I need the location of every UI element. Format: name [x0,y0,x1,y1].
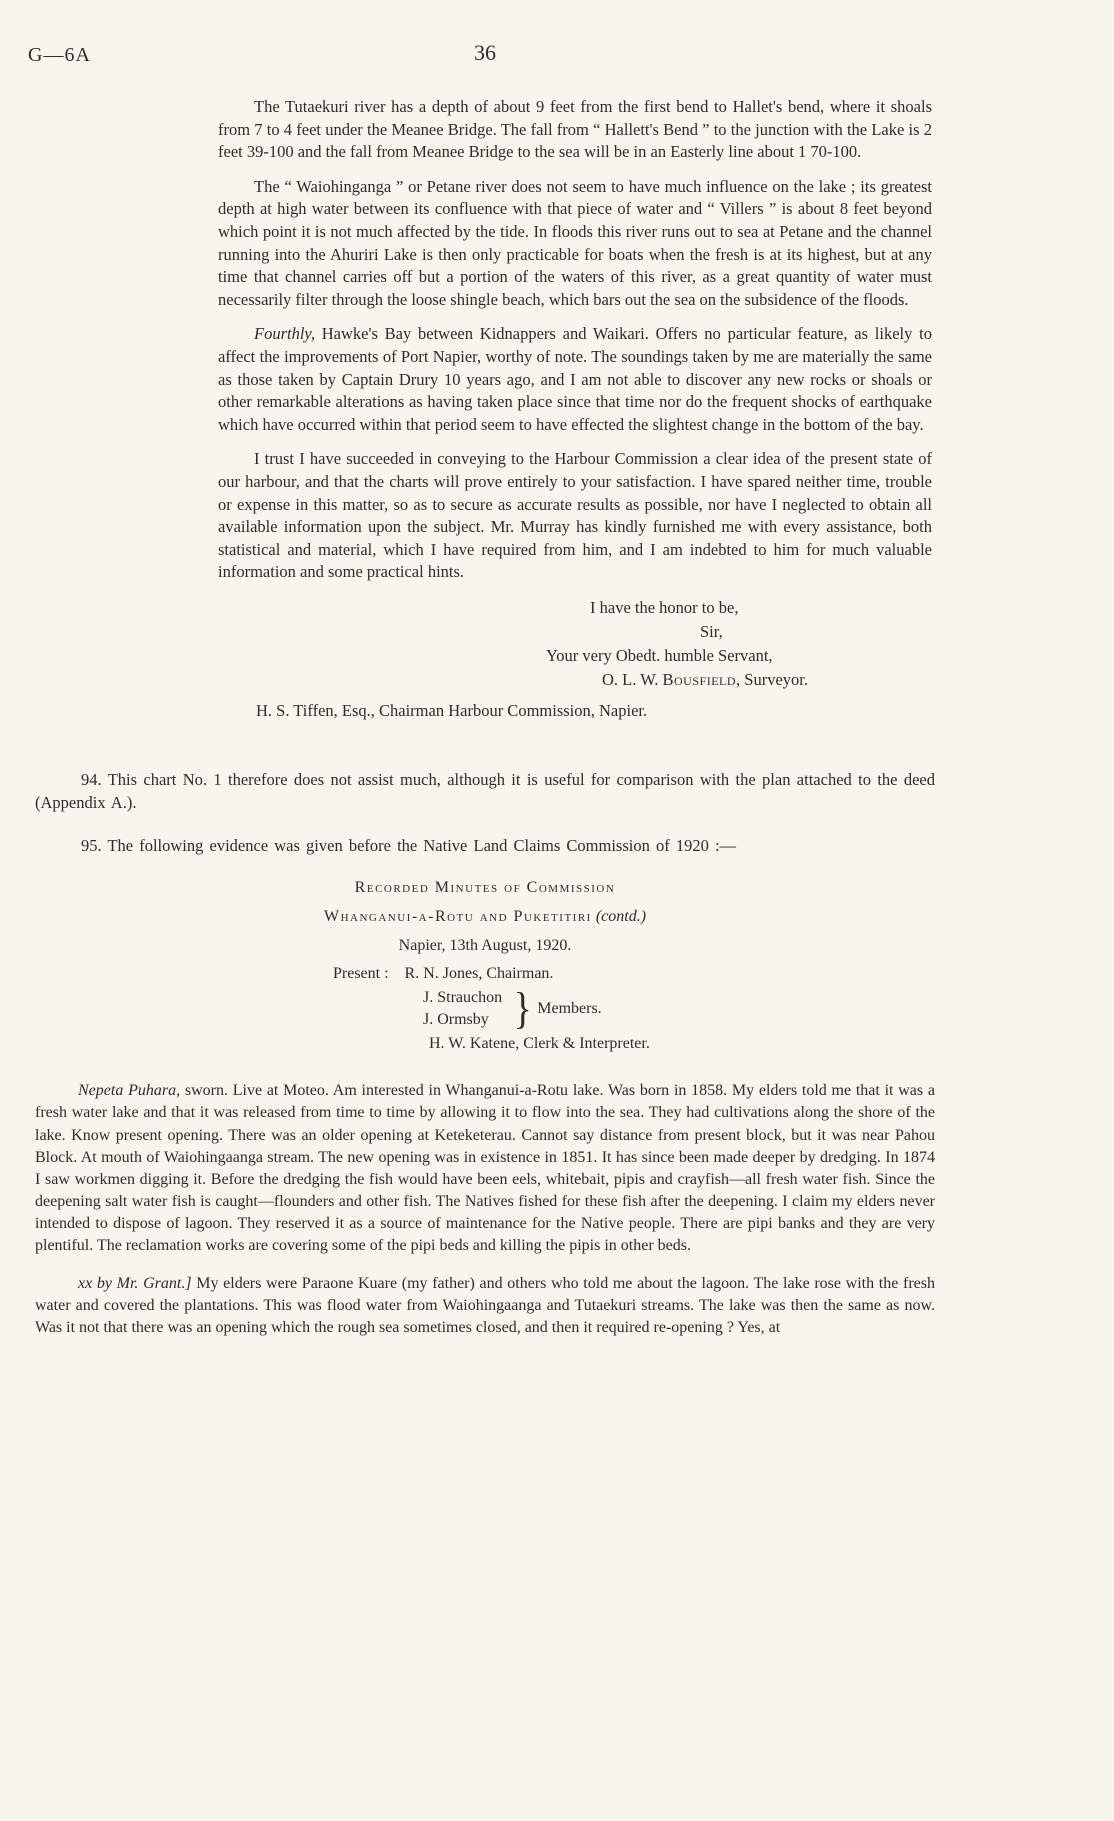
document-reference: G—6A [28,44,91,66]
cross-exam-lead-italic: xx by Mr. Grant.] [78,1275,192,1293]
present-label: Present : [333,965,389,983]
brace-glyph: } [513,983,532,1033]
present-line [333,963,935,985]
witness-name-italic: Nepeta Puhara, [78,1082,181,1100]
minutes-heading-2 [35,906,935,928]
member-name-1: J. Strauchon [423,989,503,1007]
closing-line-servant: Your very Obedt. humble Servant, [546,645,773,665]
signature-suffix: , Surveyor. [736,669,808,689]
addressee-line: H. S. Tiffen, Esq., Chairman Harbour Commission, Napier. [256,700,648,720]
paragraph-body: Hawke's Bay between Kidnappers and Waikari. Offers no particular feature, as likely to affect the improvements of Port Napier, worthy of note. The soundings taken by me are materially the same as those taken by Captain Drury 10 years ago, and I am not able to discover any new rocks or shoals or other remarkable alterations as having taken place since that time nor do the frequent shocks of earthquake which have occurred within that period seem to have effected the slightest change in the bottom of the bay. [218,324,932,434]
testimony-paragraph-2 [35,1273,935,1339]
member-name-2: J. Ormsby [423,1010,489,1028]
paragraph-lead-italic: Fourthly, [254,324,315,344]
body-block [35,768,935,857]
closing-line-sir: Sir, [700,621,723,641]
testimony-body: My elders were Paraone Kuare (my father) and others who told me about the lagoon. The lake rose with the fresh water and covered the plantations. This was flood water from Waiohingaanga and Tutaekuri streams. The lake was then the same as now. Was it not that there was an opening which the rough sea sometimes closed, and then it required re-opening ? Yes, at [35,1275,935,1337]
minutes-heading-2-main: Whanganui-a-Rotu and Puketitiri [323,908,592,926]
members-label: Members. [537,1000,602,1018]
minutes-section [35,877,935,1054]
minutes-heading-2-contd: (contd.) [595,908,647,926]
signature-line [218,668,932,692]
letter-paragraph-2: The “ Waiohinganga ” or Petane river does not seem to have much influence on the lake ; its greatest depth at high water between its confluence with that piece of water and “ Villers ” is about 8 feet beyond which point it is not much affected by the tide. In floods this river runs out to sea at Petane and the channel running into the Ahuriri Lake is then only practicable for boats when the fresh is at its highest, but at any time that channel carries off but a portion of the waters of this river, as a great quantity of water must necessarily filter through the loose shingle beach, which bars out the sea on the subsidence of the floods. [218,176,932,309]
letter-paragraph-1: The Tutaekuri river has a depth of about 9 feet from the first bend to Hallet's bend, where it shoals from 7 to 4 feet under the Meanee Bridge. The fall from “ Hallett's Bend ” to the junction with the Lake is 2 feet 39-100 and the fall from Meanee Bridge to the sea will be in an Easterly line about 1 70-100. [218,97,932,162]
testimony-block [35,1080,935,1339]
letter-paragraph-4: I trust I have succeeded in conveying to the Harbour Commission a clear idea of the present state of our harbour, and that the charts will prove entirely to your satisfaction. I have spared neither time, trouble or expense in this matter, so as to secure as accurate results as possible, nor have I neglected to obtain all available information upon the subject. Mr. Murray has kindly furnished me with every assistance, both statistical and material, which I have required from him, and I am indebted to him for much valuable information and some practical hints. [218,449,932,582]
present-block [35,963,935,1054]
members-names [423,987,502,1030]
testimony-body: sworn. Live at Moteo. Am interested in Whanganui-a-Rotu lake. Was born in 1858. My elders told me that it was a fresh water lake and that it was released from time to time by allowing it to flow into the sea. They had cultivations along the shore of the lake. Know present opening. There was an older opening at Keteketerau. Cannot say distance from present block, but it was near Pahou Block. At mouth of Waiohingaanga stream. The new opening was in existence in 1851. It has since been made deeper by dredging. In 1874 I saw workmen digging it. Before the dredging the fish would have been eels, whitebait, pipis and crayfish—all fresh water fish. Since the deepening salt water fish is caught—flounders and other fish. The Natives fished for these fish after the deepening. I claim my elders never intended to dispose of lagoon. They reserved it as a source of maintenance for the Native people. There are pipi banks and they are very plentiful. The reclamation works are covering some of the pipi beds and killing the pipis in other beds. [35,1082,936,1254]
testimony-paragraph-1 [35,1080,935,1257]
letter-paragraph-3 [218,323,932,436]
clerk-line: H. W. Katene, Clerk & Interpreter. [429,1034,650,1052]
signature-prefix: O. L. W. [602,669,663,689]
numbered-paragraph-95: 95. The following evidence was given before the Native Land Claims Commission of 1920 :— [81,836,737,856]
minutes-heading-1: Recorded Minutes of Commission [354,879,616,897]
letter-block [218,96,932,722]
page-header [0,40,1114,74]
signature-name: Bousfield [662,669,737,689]
chairman-name: R. N. Jones, Chairman. [404,965,554,983]
members-row [423,983,935,1033]
closing-line-honor: I have the honor to be, [590,597,739,617]
numbered-paragraph-94: 94. This chart No. 1 therefore does not assist much, although it is useful for comparison with the plan attached to the deed (Appendix A.). [35,770,935,813]
page-number: 36 [474,40,496,65]
minutes-dateline: Napier, 13th August, 1920. [398,936,572,954]
letter-closing [218,596,932,692]
